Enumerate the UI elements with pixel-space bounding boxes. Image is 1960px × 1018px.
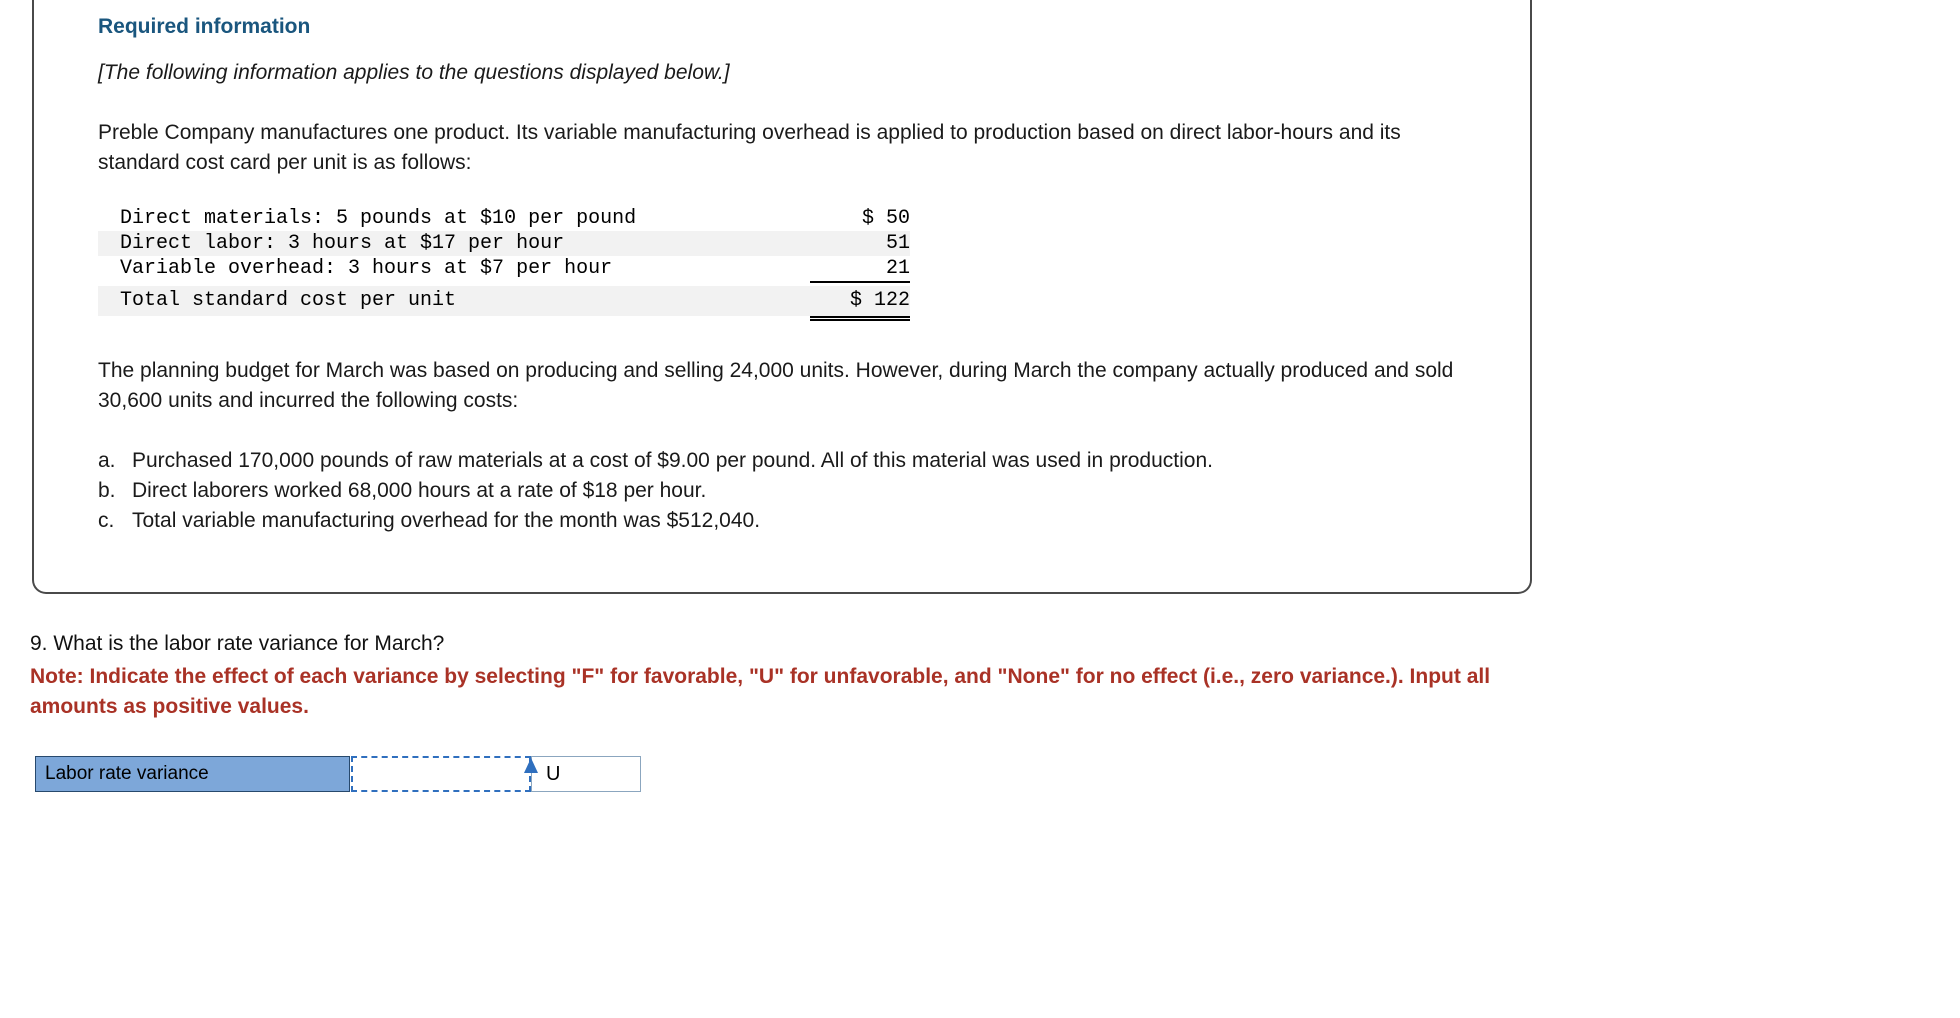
- budget-paragraph: The planning budget for March was based on producing and selling 24,000 units. However, during March the company actually produced and sold 30,600 units and incurred the following costs:: [98, 359, 1454, 412]
- list-item: [98, 476, 1470, 506]
- cost-total-label: Total standard cost per unit: [120, 289, 457, 312]
- list-item-text: Direct laborers worked 68,000 hours at a rate of $18 per hour.: [132, 479, 707, 502]
- required-info-subtitle: [The following information applies to the questions displayed below.]: [98, 61, 730, 84]
- list-item-letter: b.: [98, 479, 116, 502]
- list-item: [98, 506, 1470, 536]
- list-item-text: Purchased 170,000 pounds of raw materials at a cost of $9.00 per pound. All of this material was used in production.: [132, 449, 1213, 472]
- labor-rate-variance-label-cell: [35, 756, 350, 792]
- list-item: [98, 446, 1470, 476]
- required-information-panel: [32, 0, 1532, 594]
- cost-row-label: Variable overhead: 3 hours at $7 per hour: [120, 257, 613, 280]
- labor-rate-variance-input[interactable]: [351, 756, 531, 792]
- cost-row-direct-materials: [98, 206, 910, 231]
- cost-items-list: [98, 446, 1470, 536]
- question-note: Note: Indicate the effect of each variance by selecting "F" for favorable, "U" for unfavorable, and "None" for no effect (i.e., zero variance.). Input all amounts as positive values.: [30, 665, 1491, 718]
- cost-row-label: Direct labor: 3 hours at $17 per hour: [120, 232, 565, 255]
- required-info-title: Required information: [98, 15, 311, 38]
- cost-row-amount: 21: [810, 256, 910, 283]
- list-item-letter: a.: [98, 449, 116, 472]
- answer-table: [35, 756, 641, 792]
- cost-row-amount: $ 50: [861, 207, 910, 230]
- cost-row-label: Direct materials: 5 pounds at $10 per pound: [120, 207, 637, 230]
- cost-row-amount: 51: [885, 232, 910, 255]
- question-block: [30, 630, 1520, 722]
- cost-row-total: [98, 286, 910, 316]
- effect-dropdown-value: U: [546, 762, 561, 785]
- cost-row-variable-overhead: [98, 256, 910, 281]
- cost-total-amount: $ 122: [810, 286, 910, 321]
- list-item-text: Total variable manufacturing overhead for the month was $512,040.: [132, 509, 761, 532]
- question-text: 9. What is the labor rate variance for March?: [30, 632, 445, 655]
- standard-cost-table: [98, 206, 910, 316]
- cursor-arrow-icon: [524, 758, 538, 773]
- cost-row-direct-labor: [98, 231, 910, 256]
- effect-dropdown[interactable]: [531, 756, 641, 792]
- list-item-letter: c.: [98, 509, 115, 532]
- intro-paragraph: Preble Company manufactures one product. Its variable manufacturing overhead is applied to production based on direct labor-hours and its standard cost card per unit is as follows:: [98, 121, 1401, 174]
- labor-rate-variance-label: Labor rate variance: [45, 763, 209, 784]
